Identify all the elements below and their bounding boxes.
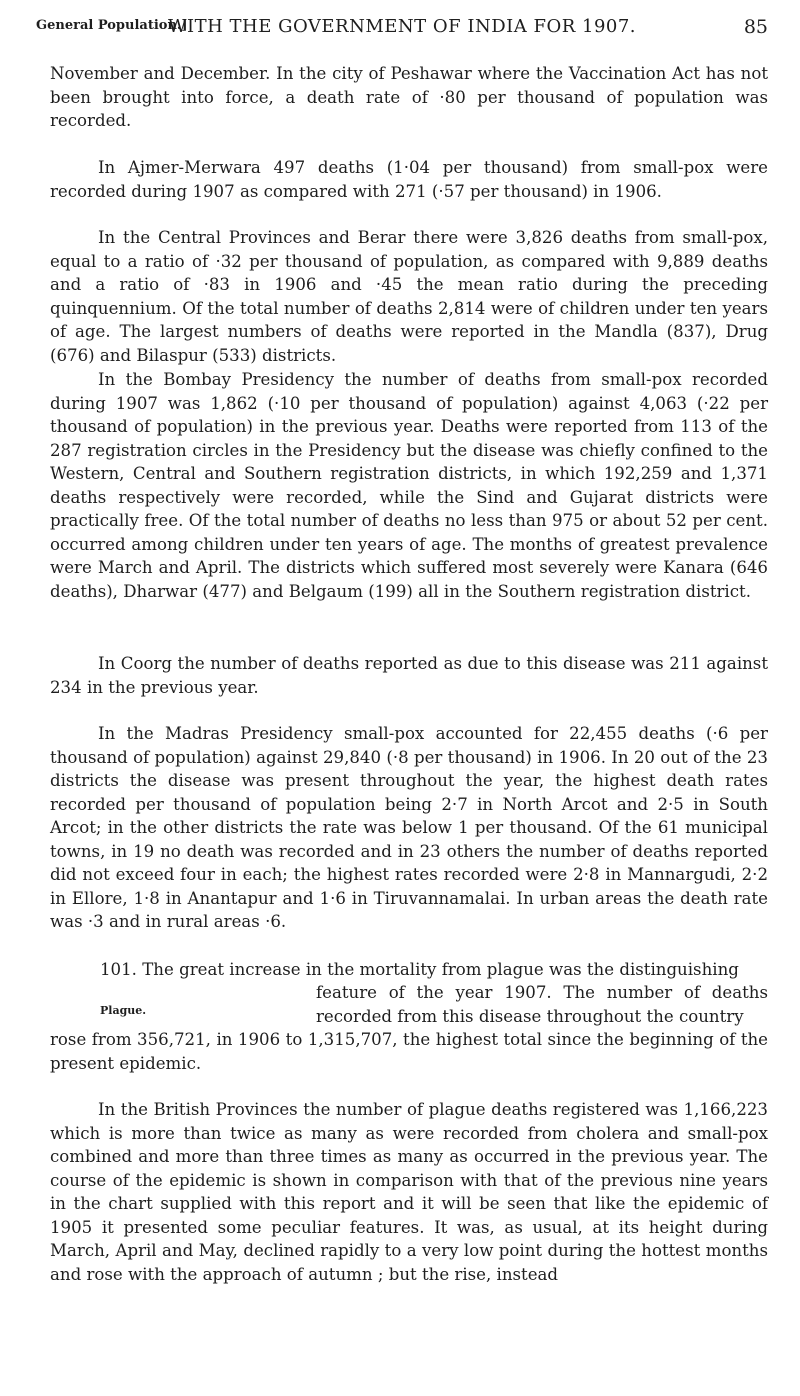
paragraph-peshawar: November and December. In the city of Peshawar where the Vaccination Act has not been brought into force, a death rate of ·80 per thousand of population was recorded. (50, 64, 768, 130)
paragraph-madras: In the Madras Presidency small-pox accounted for 22,455 deaths (·6 per thousand of population) against 29,840 (·8 per thousand) in 1906. In 20 out of the 23 districts the disease was present throughout the year, the highest death rates recorded per thousand of population being 2·7 in North Arcot and 2·5 in South Arcot; in the other districts the rate was below 1 per thousand. Of the 61 municipal towns, in 19 no death was recorded and in 23 others the number of deaths reported did not exceed four in each; the highest rates recorded were 2·8 in Mannargudi, 2·2 in Ellore, 1·8 in Anantapur and 1·6 in Tiruvannamalai. In urban areas the death rate was ·3 and in rural areas ·6. (50, 724, 768, 931)
paragraph-bombay: In the Bombay Presidency the number of deaths from small-pox recorded during 1907 was 1,862 (·10 per thousand of population) against 4,063 (·22 per thousand of population) in the previous year. Deaths were reported from 113 of the 287 registration circles in the Presidency but the disease was chiefly confined to the Western, Central and Southern registration districts, in which 192,259 and 1,371 deaths respectively were recorded, while the Sind and Gujarat districts were practically free. Of the total number of deaths no less than 975 or about 52 per cent. occurred among children under ten years of age. The months of greatest prevalence were March and April. The districts which suffered most severely were Kanara (646 deaths), Dharwar (477) and Belgaum (199) all in the Southern registration district. (50, 370, 768, 601)
plague-paragraph-wrapped: feature of the year 1907. The number of deaths recorded from this disease throughout the country (316, 983, 768, 1026)
paragraph-british-provinces: In the British Provinces the number of plague deaths registered was 1,166,223 which is more than twice as many as were recorded from cholera and small-pox combined and more than three times as many as occurred in the previous year. The course of the epidemic is shown in comparison with that of the previous nine years in the chart supplied with this report and it will be seen that like the epidemic of 1905 it presented some peculiar features. It was, as usual, at its height during March, April and May, declined rapidly to a very low point during the hottest months and rose with the approach of autumn ; but the rise, instead (50, 1100, 768, 1284)
paragraph-ajmer-merwara: In Ajmer-Merwara 497 deaths (1·04 per thousand) from small-pox were recorded during 1907 as compared with 271 (·57 per thousand) in 1906. (50, 158, 768, 201)
plague-paragraph-rest: rose from 356,721, in 1906 to 1,315,707, the highest total since the beginning of the present epidemic. (50, 1030, 768, 1073)
section-label: General Population.] (36, 18, 188, 33)
plague-side-note: Plague. (100, 1004, 147, 1017)
running-title: WITH THE GOVERNMENT OF INDIA FOR 1907. (167, 16, 637, 37)
page-number: 85 (743, 16, 768, 38)
paragraph-central-provinces: In the Central Provinces and Berar there were 3,826 deaths from small-pox, equal to a ratio of ·32 per thousand of population, as compared with 9,889 deaths and a ratio of ·83 in 1906 and ·45 the mean ratio during the preceding quinquennium. Of the total number of deaths 2,814 were of children under ten years of age. The largest numbers of deaths were reported in the Mandla (837), Drug (676) and Bilaspur (533) districts. (50, 228, 768, 365)
paragraph-coorg: In Coorg the number of deaths reported as due to this disease was 211 against 234 in the previous year. (50, 654, 768, 697)
plague-paragraph-first-line: 101. The great increase in the mortality from plague was the distinguishing (100, 960, 739, 979)
running-head (36, 16, 768, 46)
